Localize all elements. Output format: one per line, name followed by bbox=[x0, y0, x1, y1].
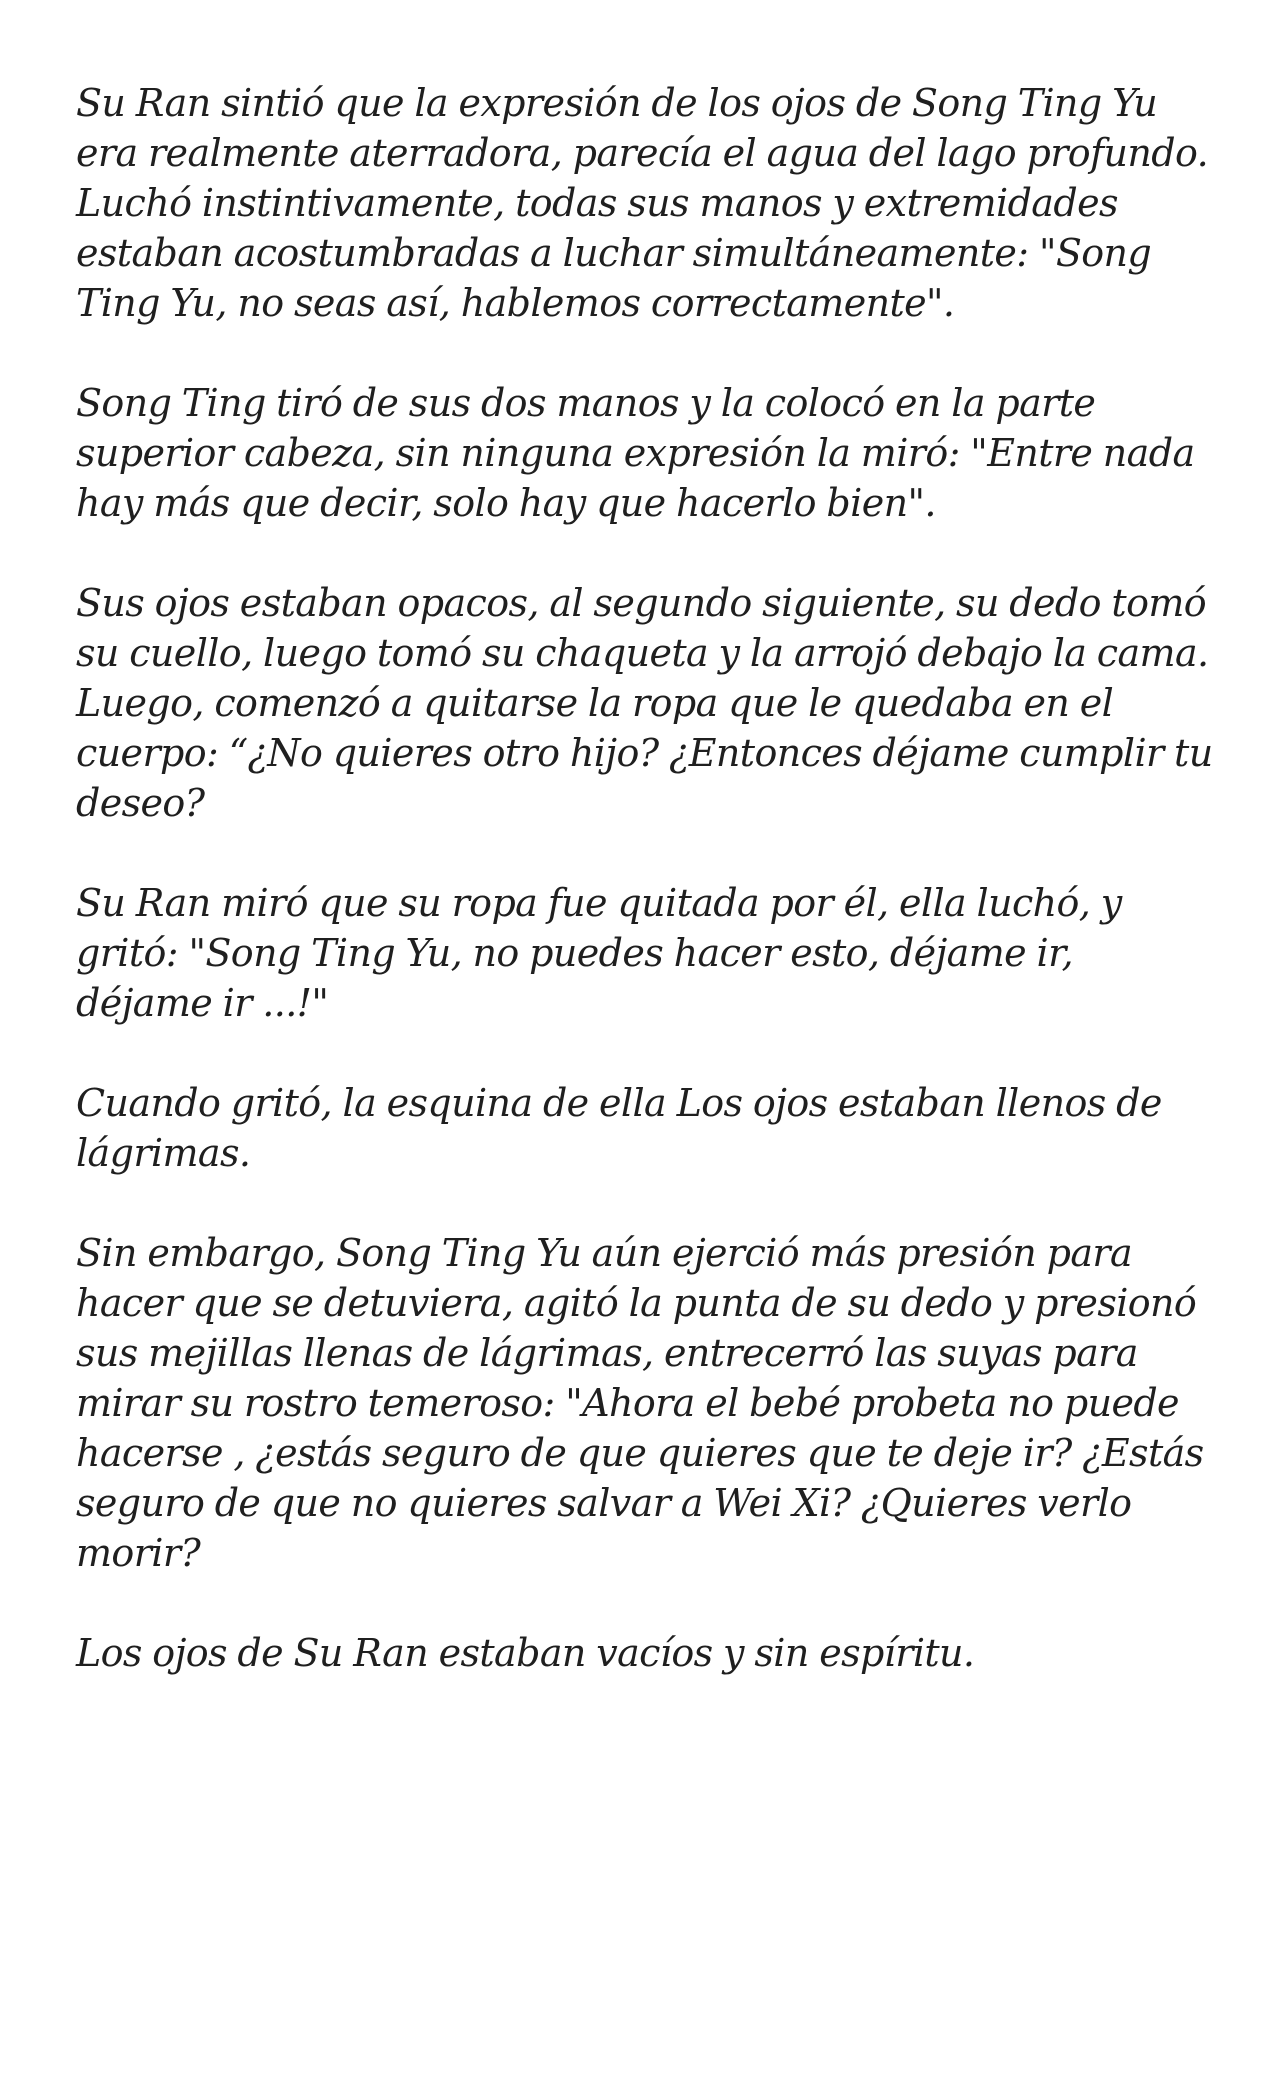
paragraph-2: Song Ting tiró de sus dos manos y la colocó en la parte superior cabeza, sin ninguna expresión la miró: "Entre nada hay más que decir, solo hay que hacerlo bien". bbox=[76, 381, 1195, 525]
paragraph-5: Cuando gritó, la esquina de ella Los ojos estaban llenos de lágrimas. bbox=[76, 1081, 1162, 1175]
paragraph-7: Los ojos de Su Ran estaban vacíos y sin espíritu. bbox=[76, 1631, 975, 1675]
paragraph-1: Su Ran sintió que la expresión de los ojos de Song Ting Yu era realmente aterradora, parecía el agua del lago profundo. Luchó instintivamente, todas sus manos y extremidades estaban acostumbradas a luchar simultáneamente: "Song Ting Yu, no seas así, hablemos correctamente". bbox=[76, 81, 1209, 325]
paragraph-3: Sus ojos estaban opacos, al segundo siguiente, su dedo tomó su cuello, luego tomó su chaqueta y la arrojó debajo la cama. Luego, comenzó a quitarse la ropa que le quedaba en el cuerpo: “¿No quieres otro hijo? ¿Entonces déjame cumplir tu deseo? bbox=[76, 581, 1213, 825]
paragraph-6: Sin embargo, Song Ting Yu aún ejerció más presión para hacer que se detuviera, agitó la punta de su dedo y presionó sus mejillas llenas de lágrimas, entrecerró las suyas para mirar su rostro temeroso: "Ahora el bebé probeta no puede hacerse , ¿estás seguro de que quieres que te deje ir? ¿Estás seguro de que no quieres salvar a Wei Xi? ¿Quieres verlo morir? bbox=[76, 1231, 1204, 1575]
paragraph-4: Su Ran miró que su ropa fue quitada por él, ella luchó, y gritó: "Song Ting Yu, no puedes hacer esto, déjame ir, déjame ir ...!" bbox=[76, 881, 1122, 1025]
